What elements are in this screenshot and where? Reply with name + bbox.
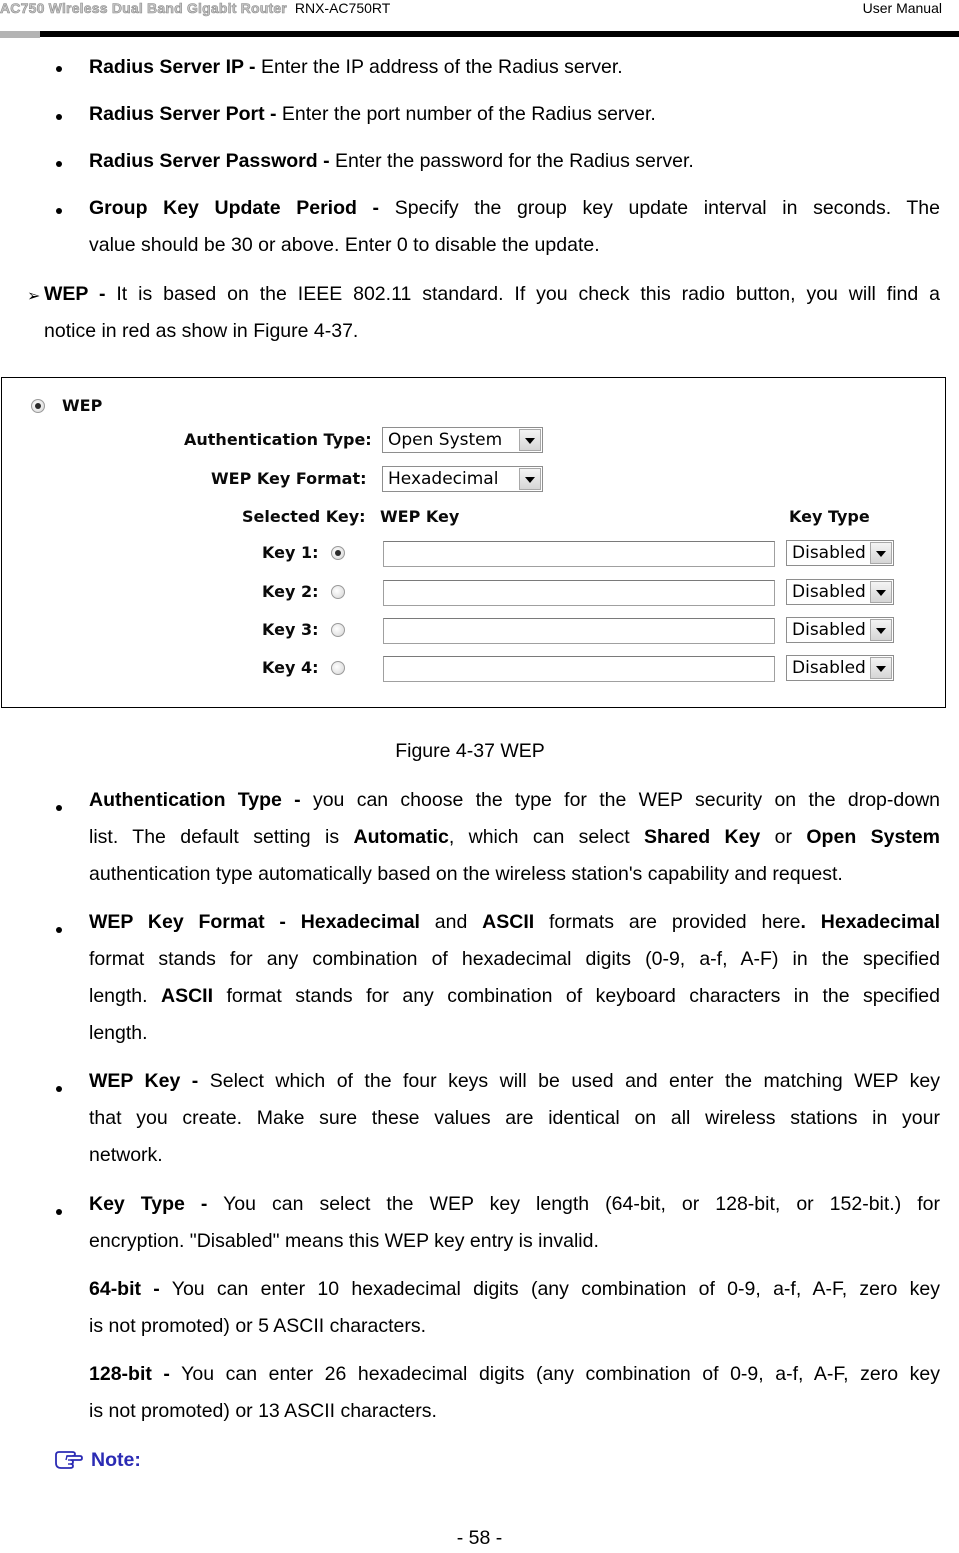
pointing-hand-icon [54,1447,84,1477]
chevron-down-icon[interactable] [519,468,541,490]
key-4-type-select[interactable] [786,655,894,681]
wep-key-desc-line1: WEP Key - Select which of the four keys will be used and enter the matching WEP key [89,1070,941,1092]
key-format-desc-line1: WEP Key Format - Hexadecimal and ASCII formats are provided here. Hexadecimal [89,911,940,933]
page-header [0,0,959,40]
bit128-desc-line1: 128-bit - You can enter 26 hexadecimal digits (any combination of 0-9, a-f, A-F, zero key [89,1363,941,1385]
bullet-group-key-line2: value should be 30 or above. Enter 0 to disable the update. [89,234,600,256]
key-1-label: Key 1: [262,543,319,562]
bit64-desc-line2: is not promoted) or 5 ASCII characters. [89,1315,427,1337]
wep-settings-figure [1,377,946,708]
bullet-radius-port: Radius Server Port - Enter the port number of the Radius server. [89,103,656,125]
bit128-desc-line2: is not promoted) or 13 ASCII characters. [89,1400,437,1422]
auth-type-label: Authentication Type: [184,430,372,449]
chevron-down-icon[interactable] [870,619,892,641]
header-title [0,0,390,16]
key-3-radio[interactable] [331,623,345,637]
key-1-type-select[interactable] [786,540,894,566]
wep-key-desc-line3: network. [89,1144,163,1166]
header-rule-accent [0,31,40,38]
key-2-radio[interactable] [331,585,345,599]
key-2-input[interactable] [383,580,775,606]
auth-type-desc-line3: authentication type automatically based on the wireless station's capability and request. [89,863,843,885]
key-2-type-select[interactable] [786,579,894,605]
chevron-down-icon[interactable] [870,657,892,679]
key-format-desc-line4: length. [89,1022,148,1044]
key-4-type-value: Disabled [792,658,866,678]
auth-type-desc-line1: Authentication Type - you can choose the type for the WEP security on the drop-down [89,789,940,811]
key-format-desc-line2: format stands for any combination of hexadecimal digits (0-9, a-f, A-F) in the specified [89,948,940,970]
key-2-type-value: Disabled [792,582,866,602]
chevron-down-icon[interactable] [519,429,541,451]
wep-item-line1: WEP - It is based on the IEEE 802.11 standard. If you check this radio button, you will find a [44,283,940,305]
key-4-input[interactable] [383,656,775,682]
key-format-select[interactable] [382,466,543,492]
key-1-radio[interactable] [331,546,345,560]
key-format-value: Hexadecimal [388,469,499,489]
wep-key-column-header: WEP Key [380,507,460,526]
wep-title: WEP [62,396,103,415]
key-format-label: WEP Key Format: [211,469,367,488]
note-label: Note: [91,1449,141,1471]
key-format-desc-line3: length. ASCII format stands for any combination of keyboard characters in the specified [89,985,940,1007]
page-number: - 58 - [456,1527,503,1549]
key-type-desc-line2: encryption. "Disabled" means this WEP key entry is invalid. [89,1230,599,1252]
chevron-down-icon[interactable] [870,542,892,564]
bullet-radius-ip: Radius Server IP - Enter the IP address of the Radius server. [89,56,623,78]
key-3-label: Key 3: [262,620,319,639]
chevron-down-icon[interactable] [870,581,892,603]
header-doc-type: User Manual [862,0,942,16]
auth-type-select[interactable] [382,427,543,453]
key-3-type-select[interactable] [786,617,894,643]
wep-radio-button[interactable] [31,399,45,413]
selected-key-label: Selected Key: [242,507,366,526]
figure-caption: Figure 4-37 WEP [395,740,545,762]
auth-type-desc-line2: list. The default setting is Automatic, which can select Shared Key or Open System [89,826,940,848]
header-model: RNX-AC750RT [294,0,391,16]
bullet-group-key-line1: Group Key Update Period - Specify the group key update interval in seconds. The [89,197,940,219]
bit64-desc-line1: 64-bit - You can enter 10 hexadecimal digits (any combination of 0-9, a-f, A-F, zero key [89,1278,940,1300]
key-3-type-value: Disabled [792,620,866,640]
key-1-type-value: Disabled [792,543,866,563]
key-2-label: Key 2: [262,582,319,601]
auth-type-value: Open System [388,430,503,450]
bullet-radius-password: Radius Server Password - Enter the password for the Radius server. [89,150,694,172]
wep-key-desc-line2: that you create. Make sure these values are identical on all wireless stations in your [89,1107,940,1129]
key-type-desc-line1: Key Type - You can select the WEP key length (64-bit, or 128-bit, or 152-bit.) for [89,1193,940,1215]
wep-item-line2: notice in red as show in Figure 4-37. [44,320,359,342]
arrow-bullet-icon: ➢ [27,288,41,305]
key-4-radio[interactable] [331,661,345,675]
header-rule [40,31,959,37]
key-type-column-header: Key Type [789,507,870,526]
header-brand: AC750 Wireless Dual Band Gigabit Router [0,0,287,16]
key-4-label: Key 4: [262,658,319,677]
key-3-input[interactable] [383,618,775,644]
key-1-input[interactable] [383,541,775,567]
